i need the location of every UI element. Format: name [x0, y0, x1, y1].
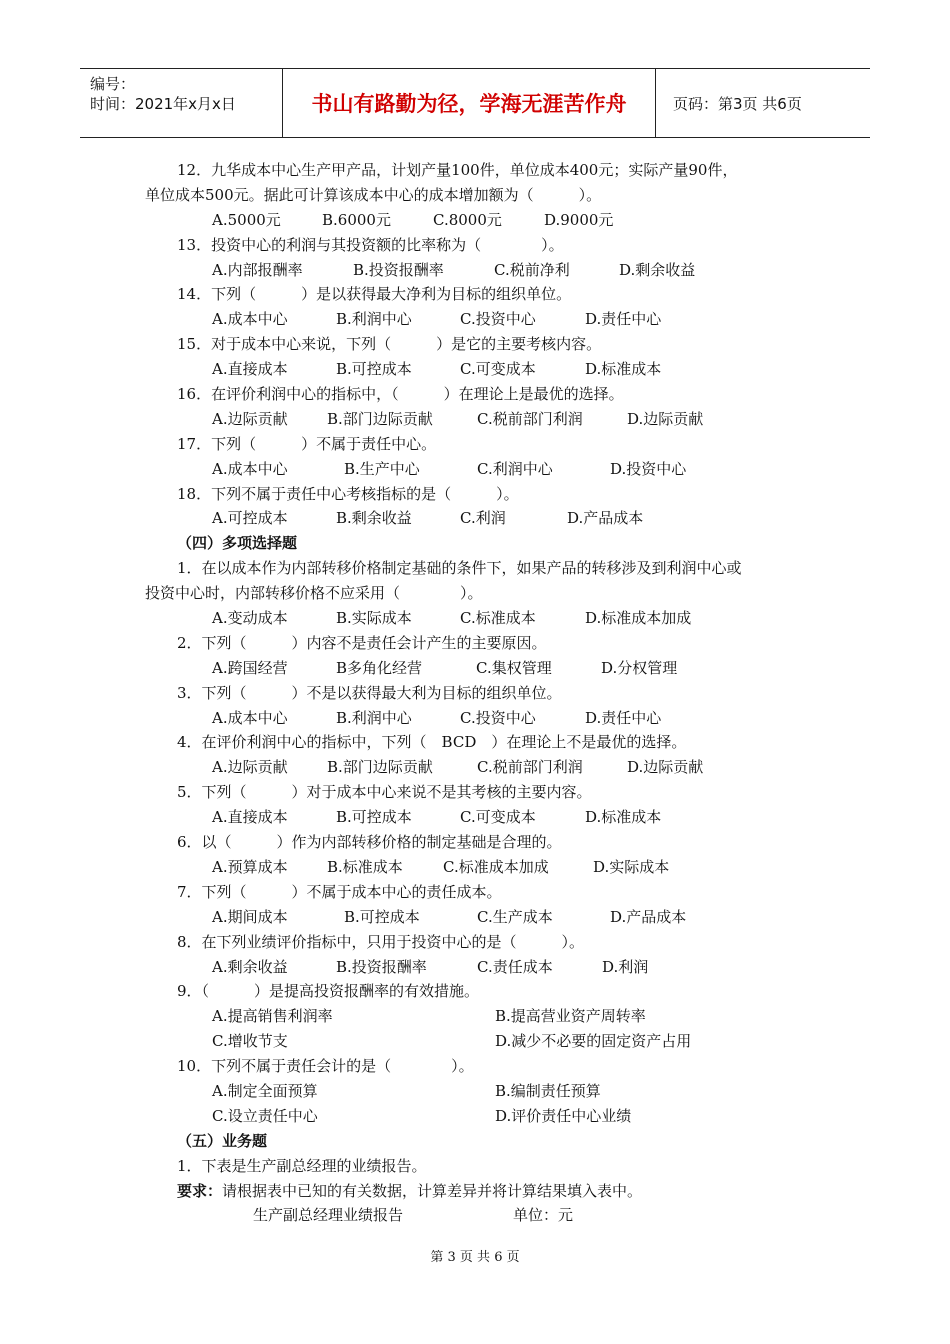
option-row — [145, 955, 825, 980]
question-text: 6．以（ ）作为内部转移价格的制定基础是合理的。 — [177, 833, 562, 852]
answer-option: B.生产中心 — [344, 459, 420, 478]
question-text: 17．下列（ ）不属于责任中心。 — [177, 434, 437, 453]
option-row — [145, 506, 825, 531]
answer-option: B.可控成本 — [344, 907, 420, 926]
answer-option: D.实际成本 — [593, 857, 670, 876]
answer-option: C.可变成本 — [460, 808, 536, 827]
answer-option: B.提高营业资产周转率 — [495, 1007, 646, 1026]
question-text: 5．下列（ ）对于成本中心来说不是其考核的主要内容。 — [177, 783, 592, 802]
option-row — [145, 805, 825, 830]
answer-option: B.编制责任预算 — [495, 1081, 601, 1100]
question-text: 10．下列不属于责任会计的是（ ）。 — [177, 1057, 474, 1076]
answer-option: B.标准成本 — [327, 857, 403, 876]
question-text: 4．在评价利润中心的指标中，下列（ BCD ）在理论上不是最优的选择。 — [177, 733, 687, 752]
requirement-label: 要求： — [177, 1181, 223, 1200]
question-text: 1．在以成本作为内部转移价格制定基础的条件下，如果产品的转移涉及到利润中心或 — [177, 559, 742, 578]
option-row — [145, 1004, 825, 1029]
answer-option: D.减少不必要的固定资产占用 — [495, 1032, 692, 1051]
question-text: 9．（ ）是提高投资报酬率的有效措施。 — [177, 982, 480, 1001]
answer-option: A.5000元 — [212, 210, 281, 229]
question-text: 3．下列（ ）不是以获得最大利为目标的组织单位。 — [177, 683, 562, 702]
header-meta — [80, 69, 283, 137]
answer-option: C.生产成本 — [477, 907, 553, 926]
answer-option: C.投资中心 — [460, 708, 536, 727]
answer-option: C.责任成本 — [477, 957, 553, 976]
header-page-info — [665, 69, 870, 137]
answer-option: B.6000元 — [322, 210, 391, 229]
question-text: 12．九华成本中心生产甲产品，计划产量100件，单位成本400元；实际产量90件， — [177, 161, 738, 179]
table-unit: 单位：元 — [513, 1206, 574, 1225]
answer-option: A.剩余收益 — [212, 957, 288, 976]
answer-option: C.税前净利 — [494, 260, 570, 279]
question-text: 单位成本500元。据此可计算该成本中心的成本增加额为（ ）。 — [145, 185, 602, 204]
question-text: 1．下表是生产副总经理的业绩报告。 — [177, 1156, 427, 1175]
answer-option: A.成本中心 — [212, 310, 288, 329]
answer-option: A.制定全面预算 — [212, 1081, 318, 1100]
question-text: 13．投资中心的利润与其投资额的比率称为（ ）。 — [177, 235, 564, 254]
answer-option: A.变动成本 — [212, 609, 288, 628]
option-row — [145, 258, 825, 283]
question-text: 8．在下列业绩评价指标中，只用于投资中心的是（ ）。 — [177, 932, 585, 951]
answer-option: A.提高销售利润率 — [212, 1007, 333, 1026]
answer-option: B.利润中心 — [336, 310, 412, 329]
question-text: 15．对于成本中心来说，下列（ ）是它的主要考核内容。 — [177, 335, 602, 354]
table-title-line — [145, 1203, 825, 1228]
section-heading: （四）多项选择题 — [177, 534, 298, 553]
answer-option: D.责任中心 — [585, 310, 662, 329]
answer-option: A.成本中心 — [212, 459, 288, 478]
answer-option: D.剩余收益 — [619, 260, 696, 279]
answer-option: A.边际贡献 — [212, 409, 288, 428]
answer-option: B.利润中心 — [336, 708, 412, 727]
answer-option: B.部门边际贡献 — [327, 758, 433, 777]
answer-option: C.增收节支 — [212, 1032, 288, 1051]
answer-option: D.边际贡献 — [627, 409, 704, 428]
answer-option: B.实际成本 — [336, 609, 412, 628]
answer-option: B多角化经营 — [336, 658, 423, 677]
document-body — [145, 158, 825, 1228]
answer-option: A.边际贡献 — [212, 758, 288, 777]
option-row — [145, 1029, 825, 1054]
question-text: 2．下列（ ）内容不是责任会计产生的主要原因。 — [177, 633, 547, 652]
option-row — [145, 208, 825, 233]
question-text: 16．在评价利润中心的指标中，（ ）在理论上是最优的选择。 — [177, 385, 624, 404]
question-text: 投资中心时，内部转移价格不应采用（ ）。 — [145, 584, 483, 603]
answer-option: C.标准成本 — [460, 609, 536, 628]
option-row — [145, 606, 825, 631]
time-label: 时间：2021年x月x日 — [90, 95, 236, 113]
answer-option: C.集权管理 — [476, 658, 552, 677]
number-label: 编号： — [90, 75, 136, 93]
answer-option: A.直接成本 — [212, 360, 288, 379]
question-text: 18．下列不属于责任中心考核指标的是（ ）。 — [177, 484, 519, 503]
answer-option: C.设立责任中心 — [212, 1106, 318, 1125]
option-row — [145, 755, 825, 780]
answer-option: C.利润中心 — [477, 459, 553, 478]
answer-option: B.投资报酬率 — [336, 957, 427, 976]
answer-option: D.投资中心 — [610, 459, 687, 478]
option-row — [145, 457, 825, 482]
answer-option: C.税前部门利润 — [477, 409, 583, 428]
option-row — [145, 407, 825, 432]
answer-option: D.产品成本 — [610, 907, 687, 926]
answer-option: C.8000元 — [433, 210, 502, 229]
answer-option: B.投资报酬率 — [353, 260, 444, 279]
answer-option: B.部门边际贡献 — [327, 409, 433, 428]
option-row — [145, 905, 825, 930]
question-text: 7．下列（ ）不属于成本中心的责任成本。 — [177, 882, 502, 901]
answer-option: D.评价责任中心业绩 — [495, 1106, 632, 1125]
answer-option: D.分权管理 — [601, 658, 678, 677]
table-title: 生产副总经理业绩报告 — [253, 1206, 404, 1225]
answer-option: B.可控成本 — [336, 360, 412, 379]
answer-option: D.利润 — [602, 957, 649, 976]
answer-option: A.跨国经营 — [212, 658, 288, 677]
answer-option: A.预算成本 — [212, 857, 288, 876]
answer-option: C.投资中心 — [460, 310, 536, 329]
answer-option: D.标准成本 — [585, 808, 662, 827]
answer-option: C.可变成本 — [460, 360, 536, 379]
page-info-text: 页码：第3页 共6页 — [673, 94, 802, 113]
answer-option: D.产品成本 — [567, 509, 644, 528]
answer-option: C.税前部门利润 — [477, 758, 583, 777]
answer-option: D.边际贡献 — [627, 758, 704, 777]
answer-option: B.可控成本 — [336, 808, 412, 827]
document-header — [80, 68, 870, 138]
option-row — [145, 706, 825, 731]
answer-option: D.9000元 — [544, 210, 614, 229]
answer-option: C.标准成本加成 — [443, 857, 549, 876]
answer-option: A.内部报酬率 — [212, 260, 303, 279]
question-text: 14．下列（ ）是以获得最大净利为目标的组织单位。 — [177, 285, 572, 304]
answer-option: C.利润 — [460, 509, 506, 528]
answer-option: D.标准成本 — [585, 360, 662, 379]
requirement-text: 请根据表中已知的有关数据，计算差异并将计算结果填入表中。 — [222, 1181, 643, 1200]
answer-option: D.标准成本加成 — [585, 609, 692, 628]
option-row — [145, 1079, 825, 1104]
requirement-line — [145, 1179, 825, 1204]
header-motto: 书山有路勤为径，学海无涯苦作舟 — [283, 69, 656, 137]
option-row — [145, 357, 825, 382]
option-row — [145, 855, 825, 880]
section-heading: （五）业务题 — [177, 1131, 268, 1150]
answer-option: A.成本中心 — [212, 708, 288, 727]
option-row — [145, 307, 825, 332]
option-row — [145, 1104, 825, 1129]
page-footer: 第 3 页 共 6 页 — [430, 1250, 520, 1265]
answer-option: D.责任中心 — [585, 708, 662, 727]
option-row — [145, 656, 825, 681]
answer-option: A.可控成本 — [212, 509, 288, 528]
answer-option: A.期间成本 — [212, 907, 288, 926]
answer-option: A.直接成本 — [212, 808, 288, 827]
answer-option: B.剩余收益 — [336, 509, 412, 528]
